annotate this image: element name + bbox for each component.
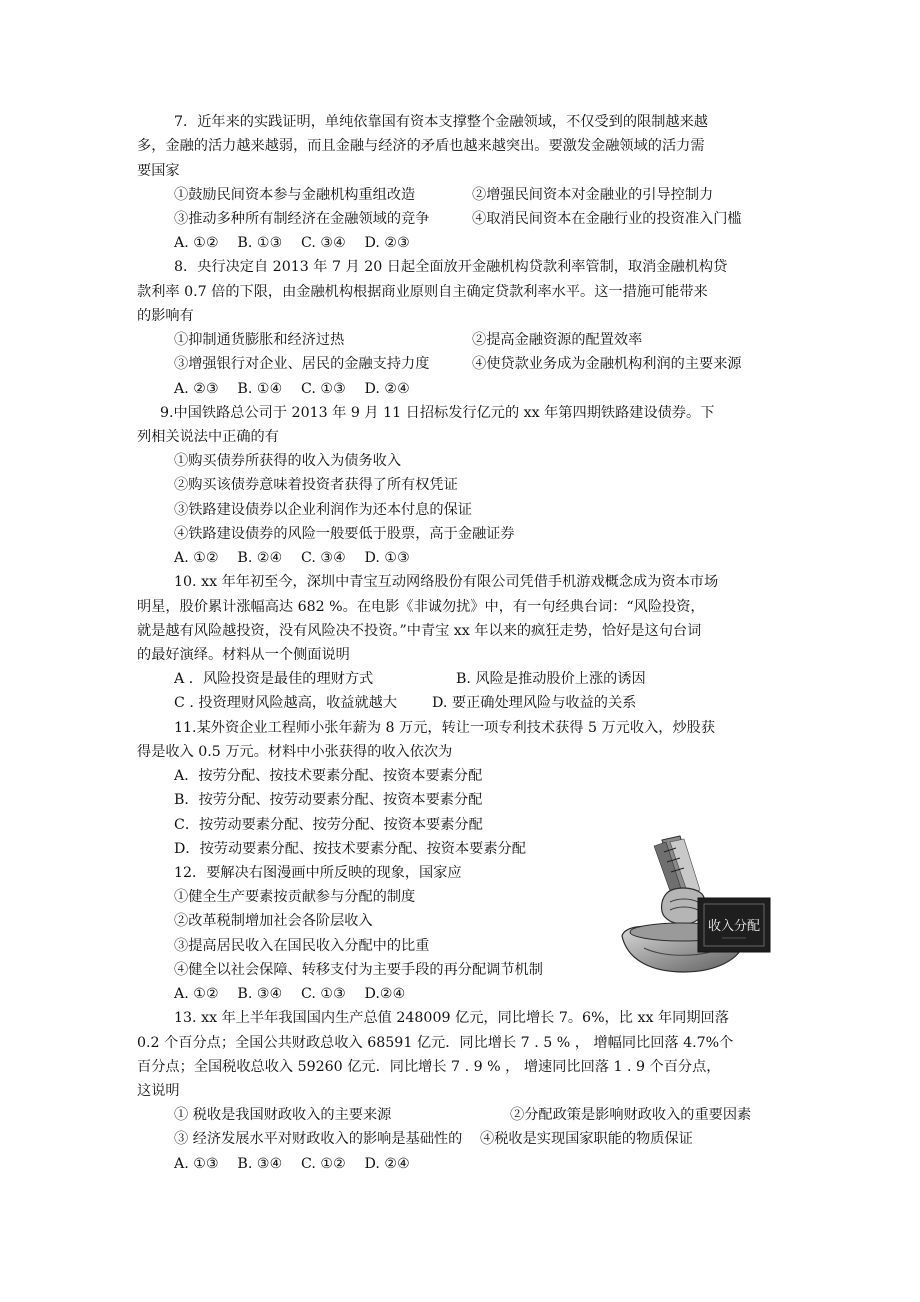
q10-stem-line-2: 明星，股价累计涨幅高达 682 %。在电影《非诚勿扰》中，有一句经典台词：“风险投资，: [137, 599, 705, 615]
q7-item-2: ②增强民间资本对金融业的引导控制力: [472, 187, 714, 203]
q7-item-3: ③推动多种所有制经济在金融领域的竞争: [174, 211, 430, 227]
q7-stem-line-1: 7．近年来的实践证明，单纯依靠国有资本支撑整个金融领域，不仅受到的限制越来越: [174, 114, 708, 130]
q13-stem-line-2: 0.2 个百分点；全国公共财政总收入 68591 亿元．同比增长 7 . 5 % ， 增幅同比回落 4.7%个: [137, 1035, 734, 1051]
q13-item-2: ②分配政策是影响财政收入的重要因素: [510, 1107, 752, 1123]
q7-answer-choices: A. ①② B. ①③ C. ③④ D. ②③: [174, 235, 410, 251]
q13-item-3: ③ 经济发展水平对财政收入的影响是基础性的: [174, 1131, 463, 1147]
q7-item-1: ①鼓励民间资本参与金融机构重组改造: [174, 187, 416, 203]
q7-stem-line-2: 多，金融的活力越来越弱，而且金融与经济的矛盾也越来越突出。要激发金融领域的活力需: [137, 138, 705, 154]
q9-item-3: ③铁路建设债券以企业利润作为还本付息的保证: [174, 502, 472, 518]
q11-option-a: A．按劳分配、按技术要素分配、按资本要素分配: [174, 768, 483, 784]
q8-item-4: ④使贷款业务成为金融机构利润的主要来源: [472, 356, 742, 372]
cartoon-illustration: [614, 832, 772, 982]
q10-option-a: A ．风险投资是最佳的理财方式: [174, 671, 374, 687]
cartoon-drawing: [614, 832, 772, 982]
q10-option-b: B. 风险是推动股价上涨的诱因: [456, 671, 646, 687]
q11-option-c: C．按劳动要素分配、按劳分配、按资本要素分配: [174, 817, 483, 833]
q13-stem-line-3: 百分点；全国税收总收入 59260 亿元．同比增长 7 . 9 % ， 增速同比回落 1 . 9 个百分点，: [137, 1059, 721, 1075]
q12-answer-choices: A. ①② B. ③④ C. ①③ D.②④: [174, 986, 406, 1002]
q9-item-1: ①购买债券所获得的收入为债务收入: [174, 453, 402, 469]
q13-stem-line-4: 这说明: [137, 1083, 180, 1099]
q11-stem-line-1: 11.某外资企业工程师小张年薪为 8 万元，转让一项专利技术获得 5 万元收入，炒股获: [174, 720, 716, 736]
q13-item-4: ④税收是实现国家职能的物质保证: [480, 1131, 693, 1147]
q9-answer-choices: A. ①② B. ②④ C. ③④ D. ①③: [174, 550, 410, 566]
q9-stem-line-2: 列相关说法中正确的有: [137, 429, 279, 445]
q8-item-1: ①抑制通货膨胀和经济过热: [174, 332, 345, 348]
q8-answer-choices: A. ②③ B. ①④ C. ①③ D. ②④: [174, 381, 410, 397]
q10-stem-line-4: 的最好演绎。材料从一个侧面说明: [137, 647, 350, 663]
q7-item-4: ④取消民间资本在金融行业的投资准入门槛: [472, 211, 742, 227]
q7-stem-line-3: 要国家: [137, 163, 180, 179]
q12-stem-line-1: 12．要解决右图漫画中所反映的现象，国家应: [174, 865, 462, 881]
q10-option-d: D. 要正确处理风险与收益的关系: [432, 695, 637, 711]
q13-stem-line-1: 13. xx 年上半年我国国内生产总值 248009 亿元，同比增长 7。6%，比 xx 年同期回落: [174, 1010, 729, 1026]
q9-item-4: ④铁路建设债券的风险一般要低于股票，高于金融证券: [174, 526, 515, 542]
q8-item-2: ②提高金融资源的配置效率: [472, 332, 643, 348]
q8-stem-line-3: 的影响有: [137, 308, 194, 324]
q8-stem-line-2: 款利率 0.7 倍的下限，由金融机构根据商业原则自主确定贷款利率水平。这一措施可能带来: [137, 284, 708, 300]
q11-stem-line-2: 得是收入 0.5 万元。材料中小张获得的收入依次为: [137, 744, 453, 760]
q11-option-d: D．按劳动要素分配、按技术要素分配、按资本要素分配: [174, 841, 526, 857]
q8-item-3: ③增强银行对企业、居民的金融支持力度: [174, 356, 430, 372]
q11-option-b: B．按劳分配、按劳动要素分配、按资本要素分配: [174, 792, 483, 808]
q13-item-1: ① 税收是我国财政收入的主要来源: [174, 1107, 392, 1123]
income-distribution-sign: [698, 898, 770, 952]
q10-stem-line-3: 就是越有风险越投资，没有风险决不投资。”中青宝 xx 年以来的疯狂走势，恰好是这句台词: [137, 623, 702, 639]
q12-item-2: ②改革税制增加社会各阶层收入: [174, 913, 373, 929]
sign-text: 收入分配: [707, 919, 761, 934]
q9-item-2: ②购买该债券意味着投资者获得了所有权凭证: [174, 477, 458, 493]
q13-answer-choices: A. ①③ B. ③④ C. ①② D. ②④: [174, 1156, 410, 1172]
q9-stem-line-1: 9.中国铁路总公司于 2013 年 9 月 11 日招标发行亿元的 xx 年第四期铁路建设债券。下: [160, 405, 715, 421]
q10-option-c: C . 投资理财风险越高，收益就越大: [174, 695, 398, 711]
q8-stem-line-1: 8．央行决定自 2013 年 7 月 20 日起全面放开金融机构贷款利率管制，取消金融机构贷: [174, 259, 728, 275]
q12-item-1: ①健全生产要素按贡献参与分配的制度: [174, 889, 416, 905]
q12-item-4: ④健全以社会保障、转移支付为主要手段的再分配调节机制: [174, 962, 543, 978]
q12-item-3: ③提高居民收入在国民收入分配中的比重: [174, 938, 430, 954]
q10-stem-line-1: 10. xx 年年初至今，深圳中青宝互动网络股份有限公司凭借手机游戏概念成为资本市场: [174, 574, 719, 590]
